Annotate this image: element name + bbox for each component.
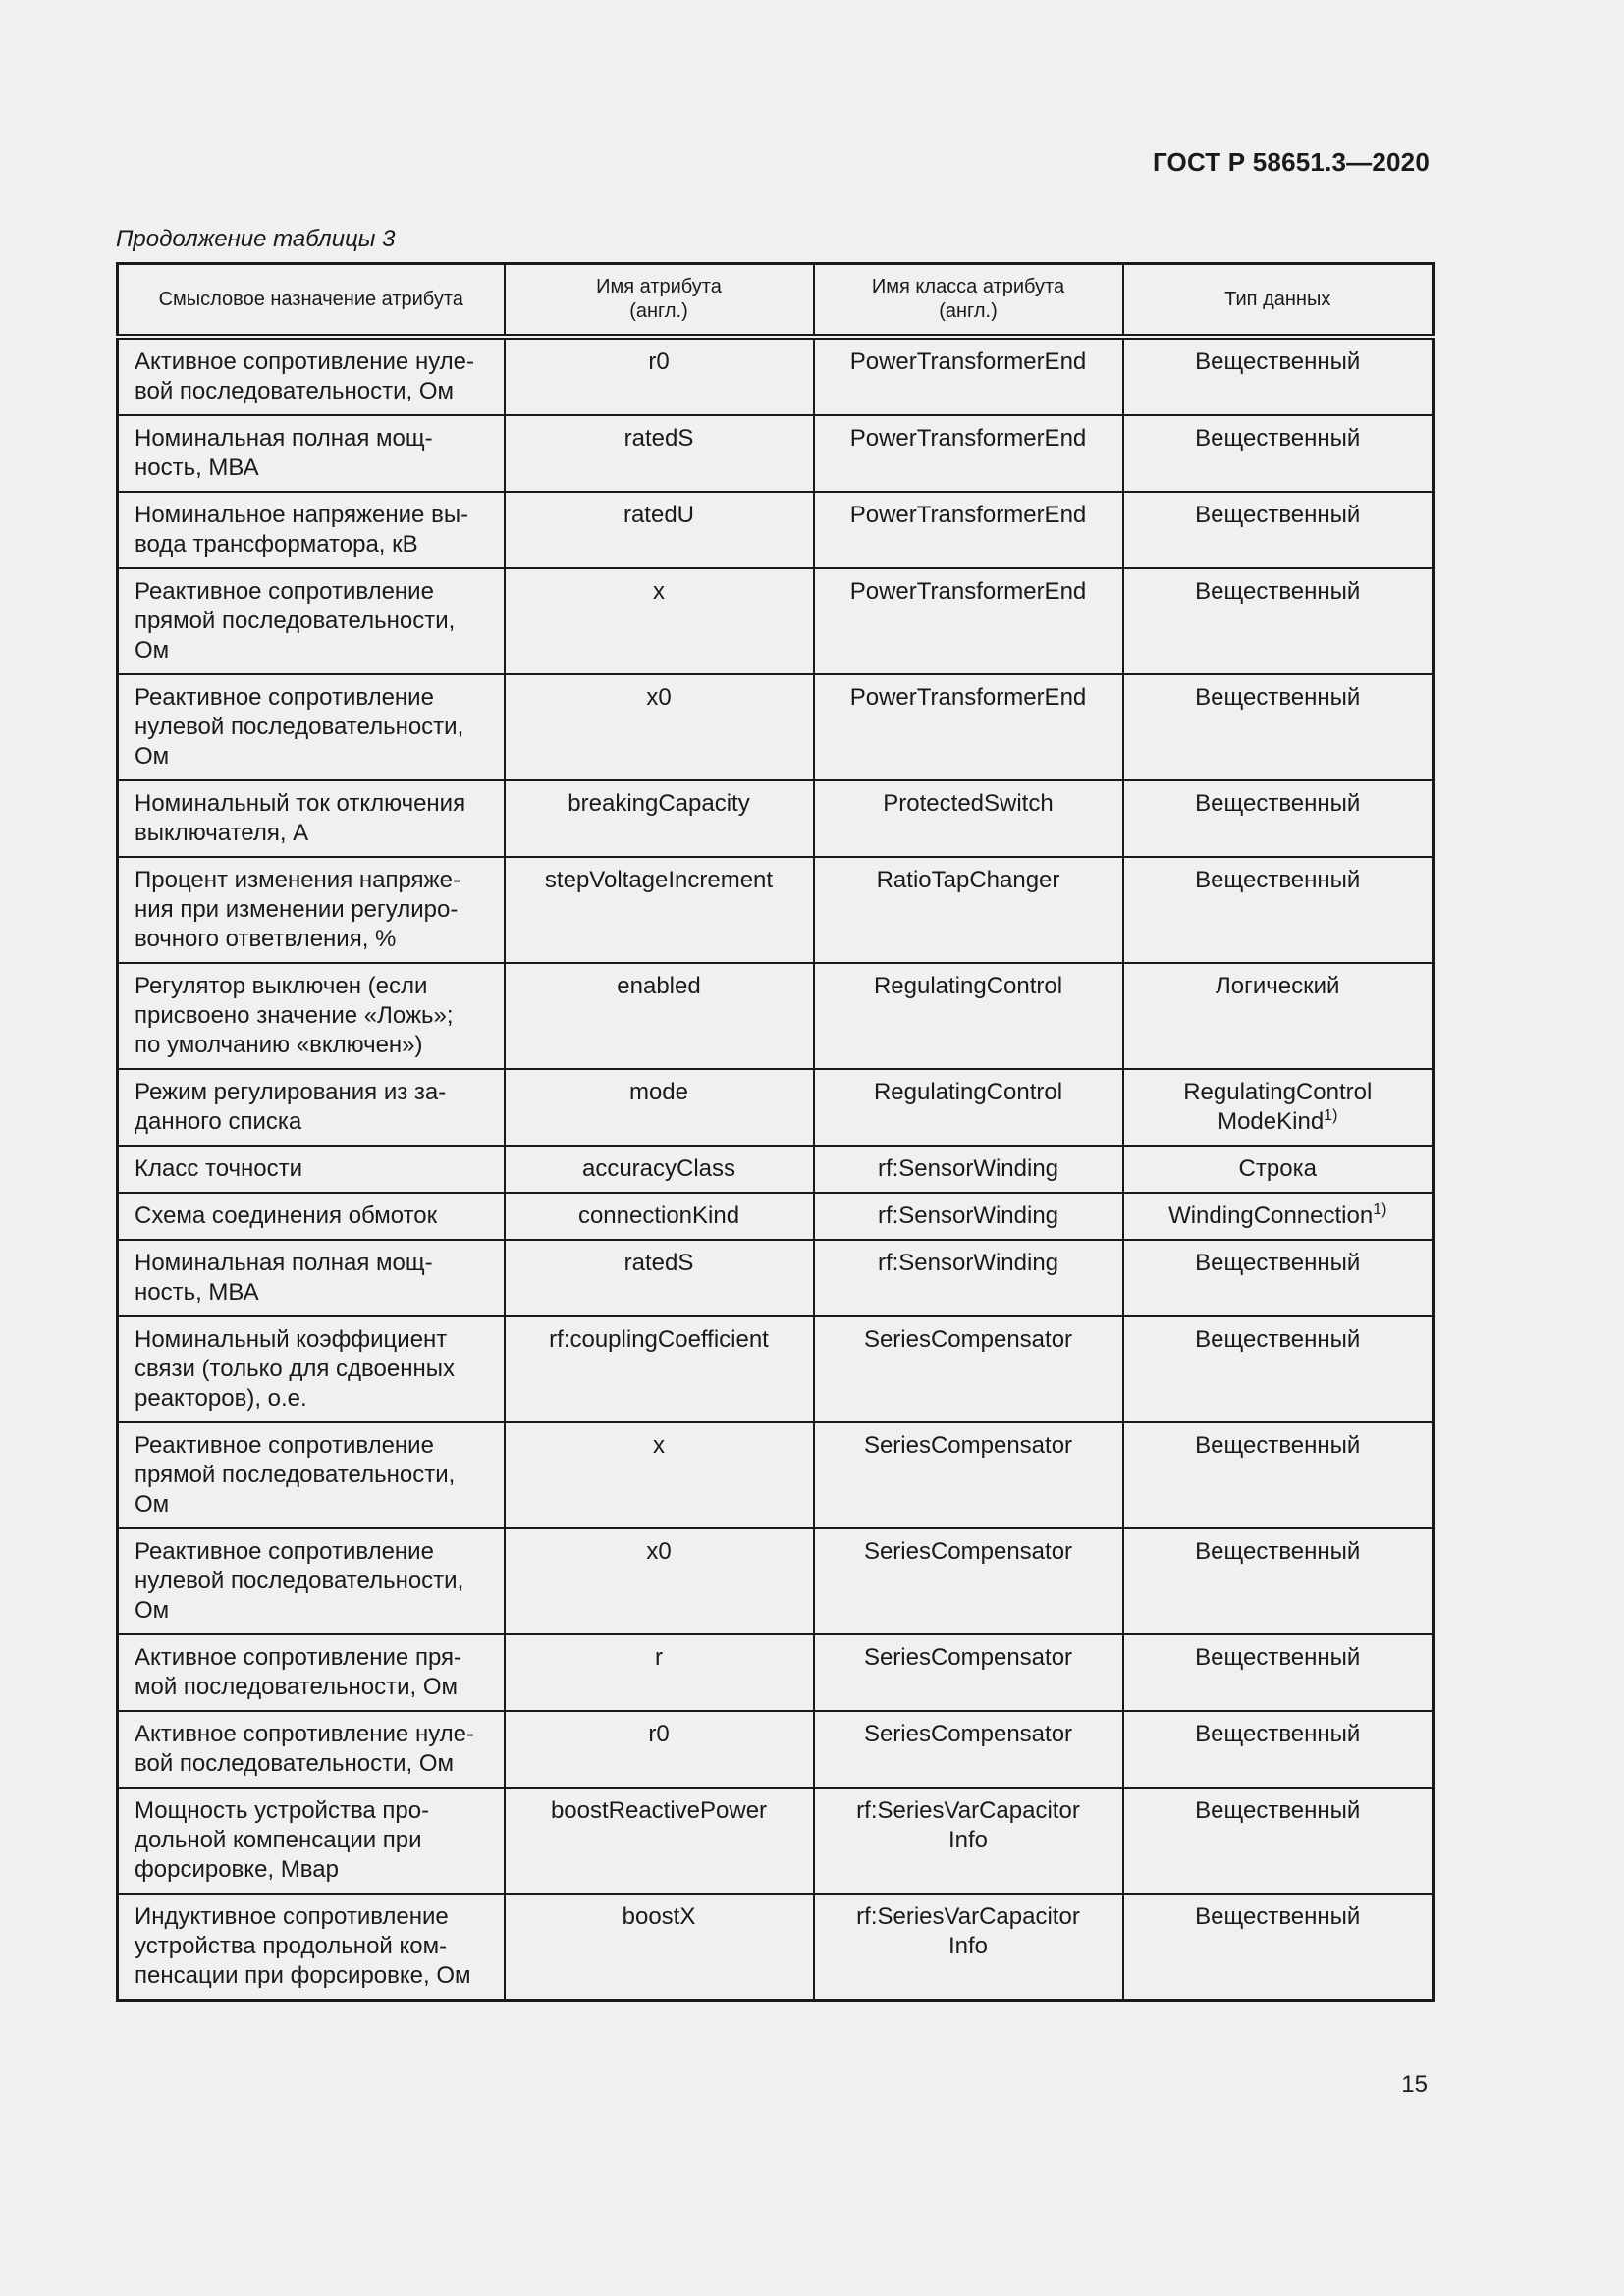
cell-line: Логический xyxy=(1216,973,1340,999)
cell-attr-name: ratedS xyxy=(505,1240,814,1316)
table-row xyxy=(118,780,1434,857)
cell-line: RatioTapChanger xyxy=(876,867,1060,893)
table-row xyxy=(118,674,1434,780)
table-row xyxy=(118,857,1434,963)
cell-line: Индуктивное сопротивление xyxy=(135,1903,449,1930)
cell-class-name xyxy=(814,1422,1123,1528)
cell-line: Активное сопротивление нуле- xyxy=(135,348,475,375)
cell-line: RegulatingControl xyxy=(873,1079,1063,1105)
cell-line: Номинальная полная мощ- xyxy=(135,1250,433,1276)
table-row xyxy=(118,492,1434,568)
cell-line: Реактивное сопротивление xyxy=(135,684,434,711)
cell-line: Ом xyxy=(135,637,170,664)
cell-attr-name: r0 xyxy=(505,1711,814,1788)
cell-class-name xyxy=(814,1240,1123,1316)
cell-data-type xyxy=(1123,1069,1434,1146)
cell-line: форсировке, Мвар xyxy=(135,1856,339,1883)
cell-class-name xyxy=(814,1316,1123,1422)
cell-line: rf:SeriesVarCapacitor xyxy=(856,1903,1080,1930)
cell-line: Номинальное напряжение вы- xyxy=(135,502,469,528)
cell-line: связи (только для сдвоенных xyxy=(135,1356,455,1382)
cell-data-type xyxy=(1123,1634,1434,1711)
cell-line: PowerTransformerEnd xyxy=(849,684,1087,711)
cell-line: нулевой последовательности, xyxy=(135,714,464,740)
cell-line: Вещественный xyxy=(1195,502,1361,528)
cell-class-name xyxy=(814,674,1123,780)
cell-class-name xyxy=(814,1894,1123,2001)
table-row xyxy=(118,1788,1434,1894)
cell-attr-name: ratedS xyxy=(505,415,814,492)
cell-meaning xyxy=(118,1528,505,1634)
cell-line: Реактивное сопротивление xyxy=(135,1432,434,1459)
cell-class-name xyxy=(814,1146,1123,1193)
cell-line: PowerTransformerEnd xyxy=(849,348,1087,375)
table-row xyxy=(118,1711,1434,1788)
cell-line: мой последовательности, Ом xyxy=(135,1674,459,1700)
cell-line: PowerTransformerEnd xyxy=(849,425,1087,452)
cell-class-name xyxy=(814,415,1123,492)
cell-line: SeriesCompensator xyxy=(863,1538,1073,1565)
cell-line: Активное сопротивление пря- xyxy=(135,1644,462,1671)
cell-data-type xyxy=(1123,963,1434,1069)
cell-line: rf:SeriesVarCapacitor xyxy=(856,1797,1080,1824)
cell-data-type xyxy=(1123,1422,1434,1528)
cell-line: Имя атрибута xyxy=(596,276,722,297)
cell-attr-name: x0 xyxy=(505,674,814,780)
cell-line: Вещественный xyxy=(1195,1250,1361,1276)
cell-line: PowerTransformerEnd xyxy=(849,578,1087,605)
cell-line: Строка xyxy=(1238,1155,1317,1182)
cell-meaning xyxy=(118,492,505,568)
cell-class-name xyxy=(814,1193,1123,1240)
cell-line: Вещественный xyxy=(1195,425,1361,452)
table-row xyxy=(118,1240,1434,1316)
table-row xyxy=(118,1894,1434,2001)
cell-line: RegulatingControl xyxy=(873,973,1063,999)
table-body xyxy=(118,337,1434,2001)
cell-class-name xyxy=(814,780,1123,857)
cell-line: нулевой последовательности, xyxy=(135,1568,464,1594)
cell-line: Номинальный коэффициент xyxy=(135,1326,448,1353)
footnote-mark: 1) xyxy=(1324,1107,1338,1124)
cell-line: Вещественный xyxy=(1195,578,1361,605)
cell-line: RegulatingControl xyxy=(1183,1079,1373,1105)
cell-meaning xyxy=(118,1146,505,1193)
cell-line: Тип данных xyxy=(1224,288,1331,310)
cell-line: присвоено значение «Ложь»; xyxy=(135,1002,454,1029)
cell-meaning xyxy=(118,1316,505,1422)
table-row xyxy=(118,1316,1434,1422)
table-row xyxy=(118,415,1434,492)
document-code: ГОСТ Р 58651.3—2020 xyxy=(1152,147,1430,177)
cell-data-type xyxy=(1123,337,1434,415)
cell-line: Ом xyxy=(135,1597,170,1624)
cell-data-type xyxy=(1123,1788,1434,1894)
cell-meaning xyxy=(118,1711,505,1788)
cell-meaning xyxy=(118,1193,505,1240)
cell-attr-name: x xyxy=(505,1422,814,1528)
column-header-attr-name xyxy=(505,264,814,338)
cell-data-type xyxy=(1123,1711,1434,1788)
cell-attr-name: enabled xyxy=(505,963,814,1069)
cell-line: SeriesCompensator xyxy=(863,1432,1073,1459)
cell-class-name xyxy=(814,857,1123,963)
cell-line: прямой последовательности, xyxy=(135,1462,456,1488)
cell-data-type xyxy=(1123,1316,1434,1422)
cell-line: Вещественный xyxy=(1195,1644,1361,1671)
cell-line: SeriesCompensator xyxy=(863,1644,1073,1671)
cell-line: ProtectedSwitch xyxy=(883,790,1054,817)
table-row xyxy=(118,1528,1434,1634)
cell-line: Регулятор выключен (если xyxy=(135,973,428,999)
cell-line: Ом xyxy=(135,1491,170,1518)
cell-line: Номинальная полная мощ- xyxy=(135,425,433,452)
cell-meaning xyxy=(118,780,505,857)
cell-line: Info xyxy=(947,1933,989,1959)
cell-line: rf:SensorWinding xyxy=(877,1155,1059,1182)
cell-line: SeriesCompensator xyxy=(863,1721,1073,1747)
column-header-meaning xyxy=(118,264,505,338)
cell-meaning xyxy=(118,857,505,963)
cell-attr-name: r xyxy=(505,1634,814,1711)
column-header-data-type xyxy=(1123,264,1434,338)
cell-data-type xyxy=(1123,1240,1434,1316)
cell-attr-name: boostX xyxy=(505,1894,814,2001)
cell-attr-name: mode xyxy=(505,1069,814,1146)
cell-attr-name: x0 xyxy=(505,1528,814,1634)
table-row xyxy=(118,1069,1434,1146)
cell-meaning xyxy=(118,674,505,780)
table-row xyxy=(118,1193,1434,1240)
cell-data-type xyxy=(1123,1146,1434,1193)
cell-line: PowerTransformerEnd xyxy=(849,502,1087,528)
cell-line: дольной компенсации при xyxy=(135,1827,422,1853)
cell-line: вой последовательности, Ом xyxy=(135,378,455,404)
cell-line: Вещественный xyxy=(1195,1721,1361,1747)
cell-meaning xyxy=(118,1240,505,1316)
cell-line: Класс точности xyxy=(135,1155,303,1182)
cell-line: вой последовательности, Ом xyxy=(135,1750,455,1777)
cell-class-name xyxy=(814,568,1123,674)
cell-line: Вещественный xyxy=(1195,684,1361,711)
cell-meaning xyxy=(118,415,505,492)
cell-meaning xyxy=(118,1894,505,2001)
cell-line: Смысловое назначение атрибута xyxy=(158,288,463,310)
cell-attr-name: breakingCapacity xyxy=(505,780,814,857)
cell-line: Реактивное сопротивление xyxy=(135,578,434,605)
cell-line: устройства продольной ком- xyxy=(135,1933,448,1959)
cell-meaning xyxy=(118,1788,505,1894)
cell-line: Вещественный xyxy=(1195,1797,1361,1824)
cell-meaning xyxy=(118,1069,505,1146)
cell-line: Имя класса атрибута xyxy=(871,276,1065,297)
cell-class-name xyxy=(814,963,1123,1069)
cell-class-name xyxy=(814,1069,1123,1146)
cell-line: (англ.) xyxy=(939,300,998,322)
cell-data-type xyxy=(1123,415,1434,492)
cell-line: Вещественный xyxy=(1195,790,1361,817)
cell-line: Вещественный xyxy=(1195,348,1361,375)
table-header-row xyxy=(118,264,1434,338)
cell-attr-name: stepVoltageIncrement xyxy=(505,857,814,963)
cell-line: ность, МВА xyxy=(135,454,259,481)
cell-line: Реактивное сопротивление xyxy=(135,1538,434,1565)
column-header-class-name xyxy=(814,264,1123,338)
cell-line: Вещественный xyxy=(1195,1903,1361,1930)
cell-line: данного списка xyxy=(135,1108,302,1135)
cell-data-type xyxy=(1123,568,1434,674)
cell-line: по умолчанию «включен») xyxy=(135,1032,423,1058)
cell-line: Схема соединения обмоток xyxy=(135,1202,438,1229)
table-row xyxy=(118,963,1434,1069)
table-row xyxy=(118,1634,1434,1711)
cell-attr-name: accuracyClass xyxy=(505,1146,814,1193)
cell-data-type xyxy=(1123,1193,1434,1240)
cell-line: Вещественный xyxy=(1195,1326,1361,1353)
table-row xyxy=(118,1146,1434,1193)
cell-line: rf:SensorWinding xyxy=(877,1250,1059,1276)
cell-attr-name: rf:couplingCoefficient xyxy=(505,1316,814,1422)
cell-line: пенсации при форсировке, Ом xyxy=(135,1962,471,1989)
cell-attr-name: x xyxy=(505,568,814,674)
cell-line: реакторов), о.е. xyxy=(135,1385,307,1412)
cell-class-name xyxy=(814,1528,1123,1634)
cell-attr-name: boostReactivePower xyxy=(505,1788,814,1894)
cell-class-name xyxy=(814,1634,1123,1711)
cell-line: Активное сопротивление нуле- xyxy=(135,1721,475,1747)
cell-data-type xyxy=(1123,857,1434,963)
cell-line: прямой последовательности, xyxy=(135,608,456,634)
cell-class-name xyxy=(814,1711,1123,1788)
cell-data-type xyxy=(1123,780,1434,857)
cell-line: rf:SensorWinding xyxy=(877,1202,1059,1229)
cell-attr-name: r0 xyxy=(505,337,814,415)
table-caption: Продолжение таблицы 3 xyxy=(116,226,396,252)
cell-data-type xyxy=(1123,1894,1434,2001)
cell-line: ния при изменении регулиро- xyxy=(135,896,459,923)
cell-line: Info xyxy=(947,1827,989,1853)
table-row xyxy=(118,568,1434,674)
cell-line: Вещественный xyxy=(1195,867,1361,893)
cell-line: Номинальный ток отключения xyxy=(135,790,466,817)
cell-meaning xyxy=(118,1634,505,1711)
table-row xyxy=(118,337,1434,415)
cell-data-type xyxy=(1123,1528,1434,1634)
cell-line: вода трансформатора, кВ xyxy=(135,531,418,558)
cell-line: SeriesCompensator xyxy=(863,1326,1073,1353)
cell-line: WindingConnection$^{1)}$ xyxy=(1168,1201,1387,1229)
cell-meaning xyxy=(118,568,505,674)
cell-line: ность, МВА xyxy=(135,1279,259,1306)
cell-line: (англ.) xyxy=(629,300,688,322)
cell-meaning xyxy=(118,1422,505,1528)
cell-meaning xyxy=(118,337,505,415)
cell-class-name xyxy=(814,492,1123,568)
cell-attr-name: connectionKind xyxy=(505,1193,814,1240)
cell-line: Процент изменения напряже- xyxy=(135,867,460,893)
cell-attr-name: ratedU xyxy=(505,492,814,568)
cell-class-name xyxy=(814,337,1123,415)
cell-line: Ом xyxy=(135,743,170,770)
cell-line: Вещественный xyxy=(1195,1538,1361,1565)
page-number: 15 xyxy=(1401,2071,1428,2098)
cell-meaning xyxy=(118,963,505,1069)
cell-line: Режим регулирования из за- xyxy=(135,1079,447,1105)
attributes-table xyxy=(116,262,1435,2002)
footnote-mark: 1) xyxy=(1373,1201,1387,1218)
cell-line: Мощность устройства про- xyxy=(135,1797,430,1824)
cell-line: вочного ответвления, % xyxy=(135,926,397,952)
table-row xyxy=(118,1422,1434,1528)
cell-class-name xyxy=(814,1788,1123,1894)
cell-line: Вещественный xyxy=(1195,1432,1361,1459)
cell-line: выключателя, А xyxy=(135,820,309,846)
cell-data-type xyxy=(1123,492,1434,568)
cell-data-type xyxy=(1123,674,1434,780)
cell-line: ModeKind$^{1)}$ xyxy=(1218,1107,1338,1135)
